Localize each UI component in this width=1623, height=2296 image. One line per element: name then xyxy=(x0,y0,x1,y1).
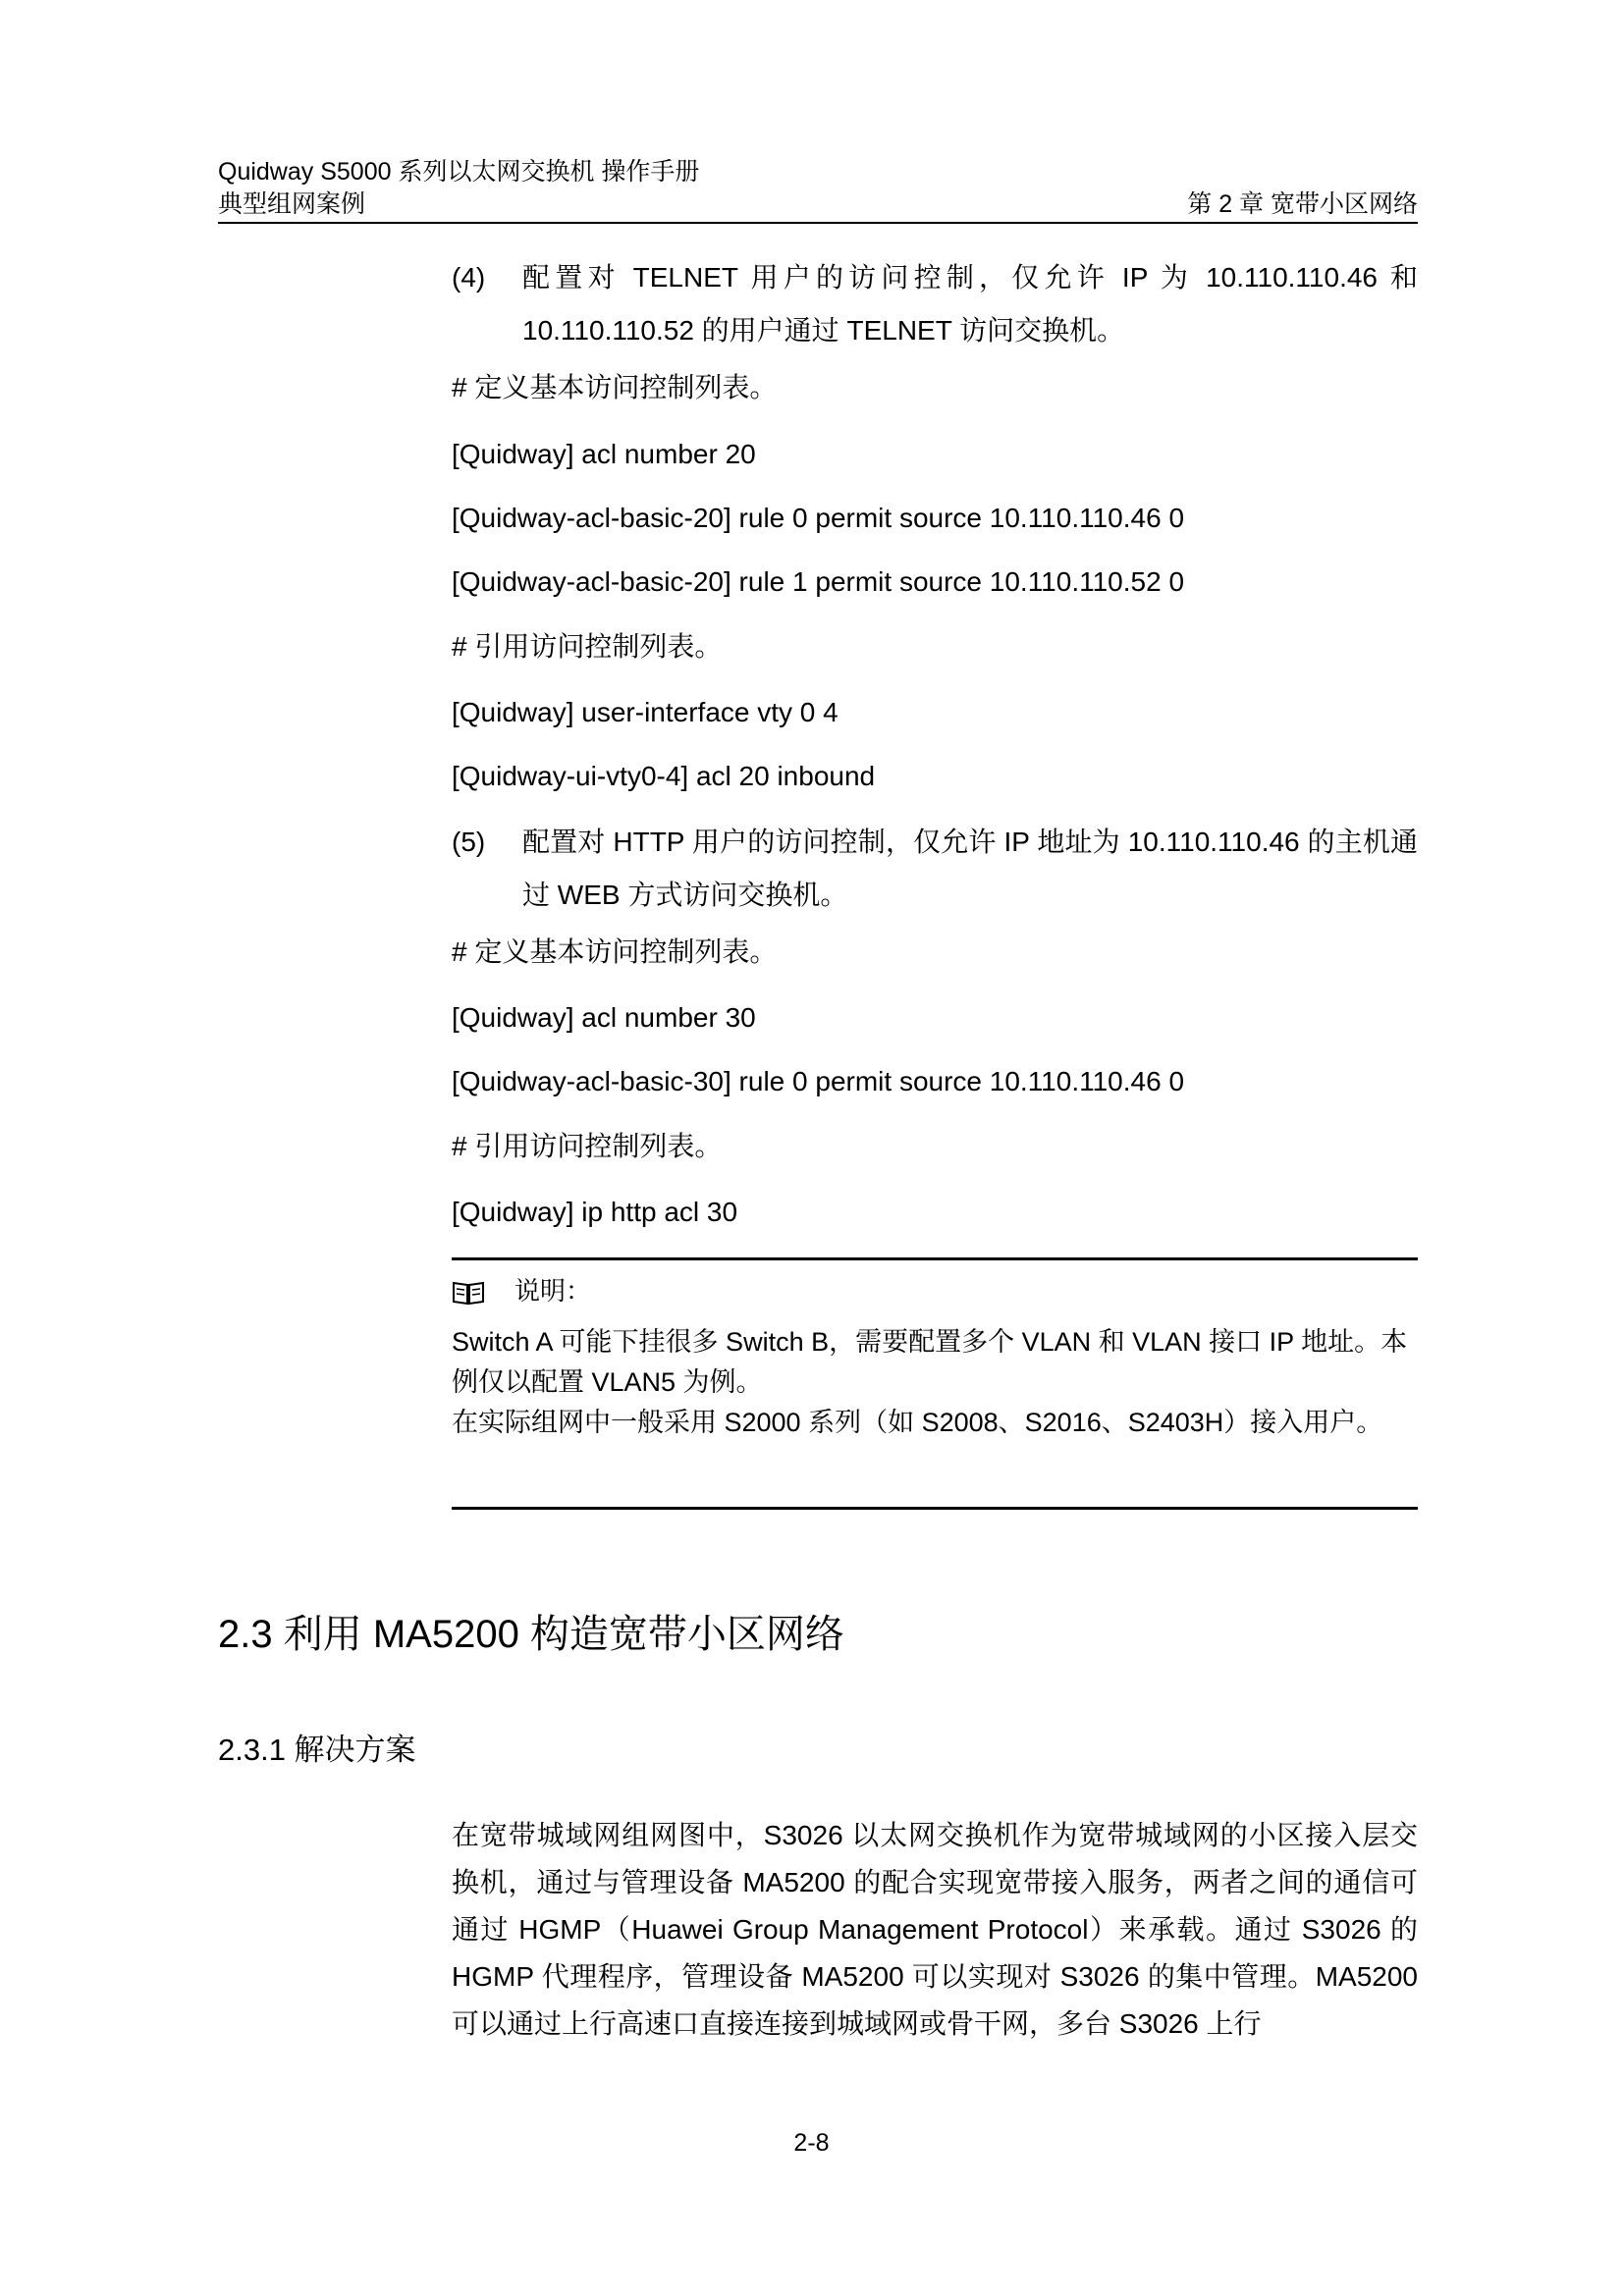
book-icon xyxy=(452,1280,485,1306)
section-heading: 2.3 利用 MA5200 构造宽带小区网络 xyxy=(218,1613,844,1656)
step-text: 配置对 TELNET 用户的访问控制，仅允许 IP 为 10.110.110.46 和 10.110.110.52 的用户通过 TELNET 访问交换机。 xyxy=(522,262,1418,346)
command-line: [Quidway-acl-basic-20] rule 0 permit source 10.110.110.46 0 xyxy=(452,503,1185,533)
header-manual-title: Quidway S5000 系列以太网交换机 操作手册 xyxy=(218,158,700,186)
command-line: [Quidway-acl-basic-30] rule 0 permit source 10.110.110.46 0 xyxy=(452,1066,1185,1096)
comment-line: # 定义基本访问控制列表。 xyxy=(452,372,778,402)
note-heading xyxy=(452,1274,591,1308)
note-bottom-rule xyxy=(452,1507,1418,1510)
step-number: (4) xyxy=(452,262,486,293)
note-top-rule xyxy=(452,1257,1418,1260)
header-chapter: 第 2 章 宽带小区网络 xyxy=(1187,190,1418,218)
note-label: 说明： xyxy=(514,1276,592,1306)
step-number: (5) xyxy=(452,827,486,857)
command-line: [Quidway] user-interface vty 0 4 xyxy=(452,697,839,727)
body-paragraph: 在宽带城域网组网图中，S3026 以太网交换机作为宽带城域网的小区接入层交换机，通过与管理设备 MA5200 的配合实现宽带接入服务，两者之间的通信可通过 HGMP（Huawei Group Management Protocol）来承载。通过 S3026 的 HGMP 代理程序，管理设备 MA5200 可以实现对 S3026 的集中管理。MA5200 可以通过上行高速口直接连接到城域网或骨干网，多台 S3026 上行 xyxy=(452,1820,1418,2039)
command-line: [Quidway-ui-vty0-4] acl 20 inbound xyxy=(452,761,876,791)
header-divider xyxy=(218,222,1418,224)
command-line: [Quidway] acl number 20 xyxy=(452,439,756,469)
page-number: 2-8 xyxy=(793,2129,830,2157)
comment-line: # 定义基本访问控制列表。 xyxy=(452,936,778,967)
note-paragraph: Switch A 可能下挂很多 Switch B，需要配置多个 VLAN 和 VLAN 接口 IP 地址。本例仅以配置 VLAN5 为例。 xyxy=(452,1327,1408,1397)
header-section: 典型组网案例 xyxy=(218,190,366,218)
comment-line: # 引用访问控制列表。 xyxy=(452,631,723,662)
note-body xyxy=(452,1322,1418,1443)
subsection-heading: 2.3.1 解决方案 xyxy=(218,1733,416,1767)
note-paragraph: 在实际组网中一般采用 S2000 系列（如 S2008、S2016、S2403H）接入用户。 xyxy=(452,1408,1383,1437)
command-line: [Quidway] ip http acl 30 xyxy=(452,1197,738,1227)
step-text: 配置对 HTTP 用户的访问控制，仅允许 IP 地址为 10.110.110.46 的主机通过 WEB 方式访问交换机。 xyxy=(522,827,1418,910)
step-4 xyxy=(452,251,1418,357)
command-line: [Quidway] acl number 30 xyxy=(452,1002,756,1033)
comment-line: # 引用访问控制列表。 xyxy=(452,1131,723,1161)
step-5 xyxy=(452,816,1418,922)
command-line: [Quidway-acl-basic-20] rule 1 permit source 10.110.110.52 0 xyxy=(452,566,1185,597)
